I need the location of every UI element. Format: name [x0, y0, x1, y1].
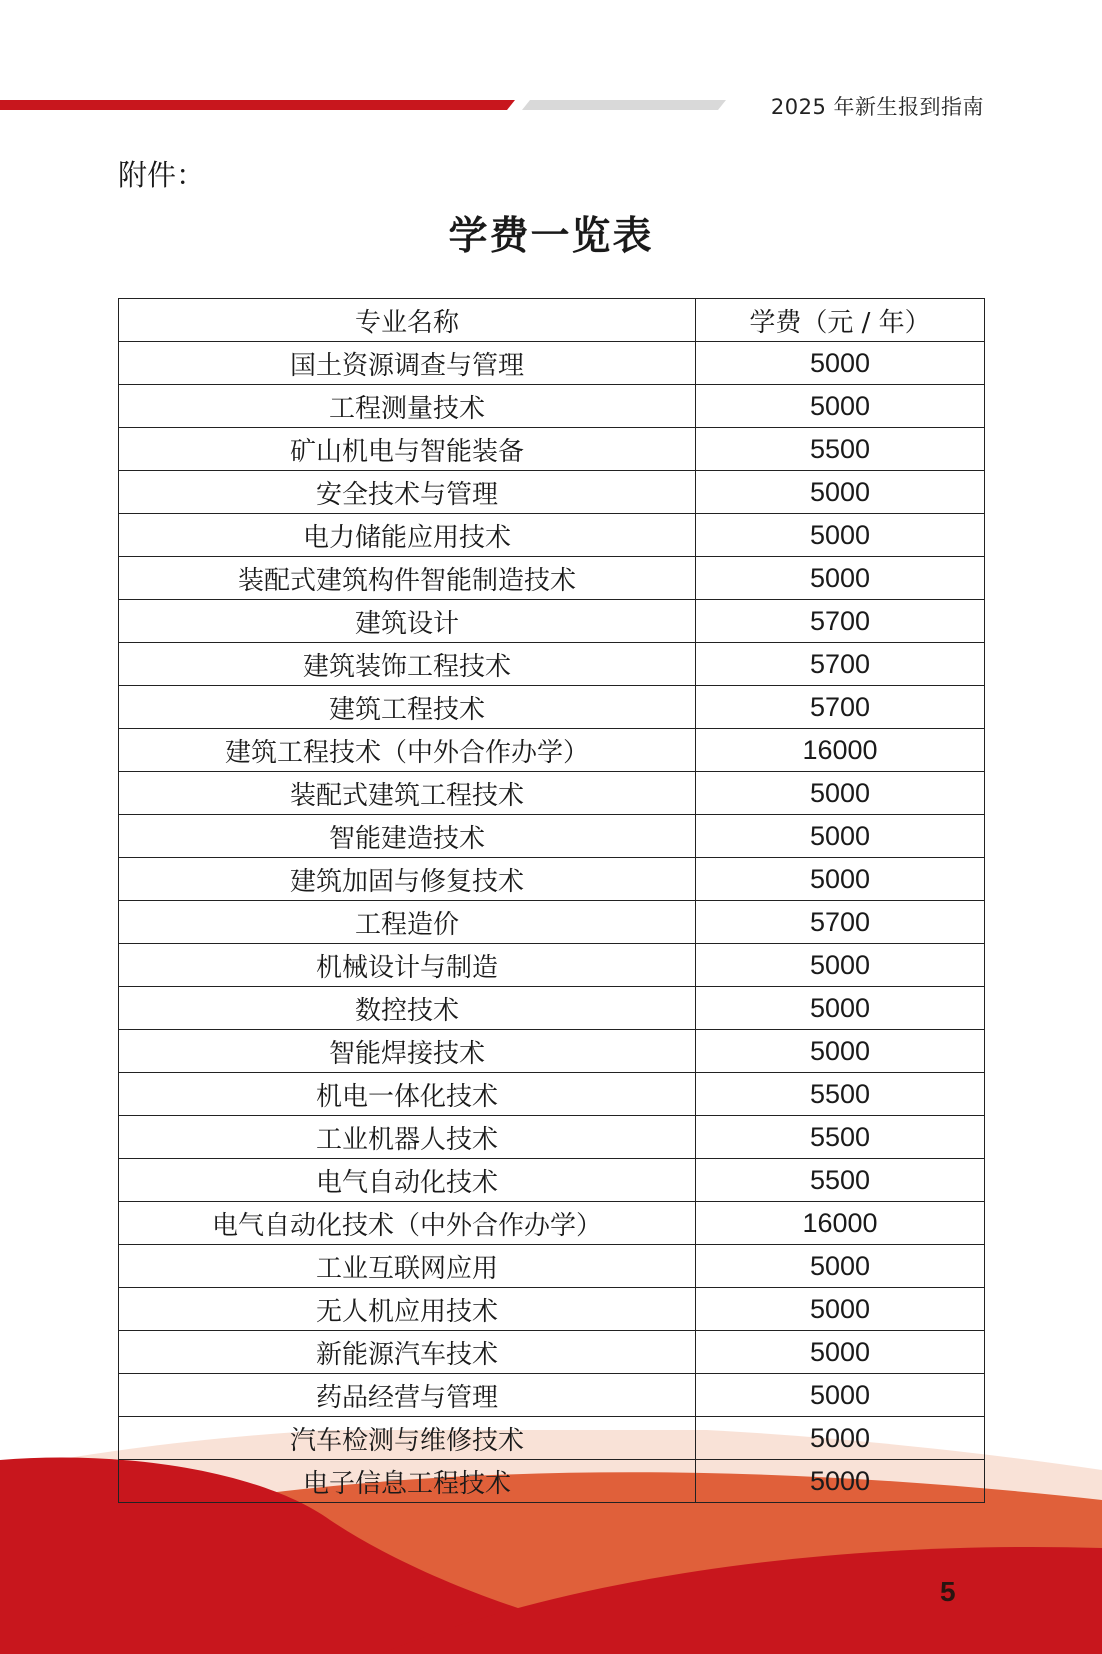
page-title: 学费一览表 — [448, 214, 654, 259]
tuition-fee-cell: 5500 — [696, 1159, 985, 1202]
tuition-fee-cell: 5700 — [696, 901, 985, 944]
tuition-fee-cell: 5000 — [696, 1331, 985, 1374]
table-header-row — [119, 299, 985, 342]
major-name-cell: 新能源汽车技术 — [119, 1331, 696, 1374]
tuition-fee-cell: 5000 — [696, 471, 985, 514]
major-name-cell: 智能焊接技术 — [119, 1030, 696, 1073]
tuition-fee-cell: 5700 — [696, 600, 985, 643]
table-row — [119, 1331, 985, 1374]
major-name-cell: 装配式建筑工程技术 — [119, 772, 696, 815]
table-row — [119, 944, 985, 987]
tuition-fee-cell: 5000 — [696, 385, 985, 428]
table-row — [119, 1460, 985, 1503]
major-name-cell: 无人机应用技术 — [119, 1288, 696, 1331]
table-row — [119, 772, 985, 815]
major-name-cell: 机电一体化技术 — [119, 1073, 696, 1116]
major-name-cell: 工程造价 — [119, 901, 696, 944]
table-row — [119, 1073, 985, 1116]
major-name-cell: 智能建造技术 — [119, 815, 696, 858]
major-name-cell: 电气自动化技术 — [119, 1159, 696, 1202]
major-name-cell: 装配式建筑构件智能制造技术 — [119, 557, 696, 600]
tuition-fee-cell: 5500 — [696, 1116, 985, 1159]
table-row — [119, 815, 985, 858]
table-row — [119, 729, 985, 772]
guide-title: 2025 年新生报到指南 — [770, 95, 984, 119]
major-name-cell: 工业互联网应用 — [119, 1245, 696, 1288]
tuition-fee-cell: 16000 — [696, 1202, 985, 1245]
table-row — [119, 901, 985, 944]
column-header-major: 专业名称 — [119, 299, 696, 342]
major-name-cell: 国土资源调查与管理 — [119, 342, 696, 385]
tuition-fee-cell: 5000 — [696, 815, 985, 858]
table-row — [119, 557, 985, 600]
table-row — [119, 1159, 985, 1202]
table-row — [119, 1288, 985, 1331]
table-row — [119, 428, 985, 471]
tuition-fee-cell: 5000 — [696, 1288, 985, 1331]
major-name-cell: 机械设计与制造 — [119, 944, 696, 987]
table-row — [119, 471, 985, 514]
table-row — [119, 987, 985, 1030]
tuition-fee-cell: 5000 — [696, 1417, 985, 1460]
tuition-fee-cell: 5000 — [696, 1030, 985, 1073]
major-name-cell: 安全技术与管理 — [119, 471, 696, 514]
table-row — [119, 643, 985, 686]
table-row — [119, 514, 985, 557]
table-row — [119, 600, 985, 643]
major-name-cell: 矿山机电与智能装备 — [119, 428, 696, 471]
tuition-fee-cell: 16000 — [696, 729, 985, 772]
major-name-cell: 建筑装饰工程技术 — [119, 643, 696, 686]
tuition-fee-cell: 5000 — [696, 987, 985, 1030]
tuition-fee-cell: 5000 — [696, 514, 985, 557]
major-name-cell: 建筑设计 — [119, 600, 696, 643]
header-red-bar — [0, 100, 515, 110]
major-name-cell: 建筑加固与修复技术 — [119, 858, 696, 901]
tuition-fee-cell: 5000 — [696, 342, 985, 385]
major-name-cell: 电力储能应用技术 — [119, 514, 696, 557]
table-row — [119, 858, 985, 901]
table-row — [119, 1417, 985, 1460]
major-name-cell: 数控技术 — [119, 987, 696, 1030]
tuition-fee-cell: 5500 — [696, 1073, 985, 1116]
major-name-cell: 电气自动化技术（中外合作办学） — [119, 1202, 696, 1245]
tuition-fee-cell: 5700 — [696, 643, 985, 686]
tuition-fee-cell: 5000 — [696, 772, 985, 815]
tuition-fee-cell: 5000 — [696, 1245, 985, 1288]
major-name-cell: 建筑工程技术（中外合作办学） — [119, 729, 696, 772]
table-body — [119, 342, 985, 1503]
tuition-fee-cell: 5000 — [696, 1460, 985, 1503]
major-name-cell: 工业机器人技术 — [119, 1116, 696, 1159]
table-row — [119, 1202, 985, 1245]
table-row — [119, 1245, 985, 1288]
table-row — [119, 1030, 985, 1073]
tuition-fee-cell: 5000 — [696, 944, 985, 987]
header-gray-bar — [522, 100, 726, 110]
major-name-cell: 药品经营与管理 — [119, 1374, 696, 1417]
table-row — [119, 1116, 985, 1159]
tuition-fee-cell: 5700 — [696, 686, 985, 729]
tuition-table — [118, 298, 985, 1503]
table-row — [119, 686, 985, 729]
tuition-fee-cell: 5500 — [696, 428, 985, 471]
page-number: 5 — [940, 1576, 956, 1607]
major-name-cell: 汽车检测与维修技术 — [119, 1417, 696, 1460]
table-row — [119, 342, 985, 385]
attachment-label: 附件： — [118, 158, 206, 192]
table-row — [119, 385, 985, 428]
major-name-cell: 建筑工程技术 — [119, 686, 696, 729]
major-name-cell: 电子信息工程技术 — [119, 1460, 696, 1503]
major-name-cell: 工程测量技术 — [119, 385, 696, 428]
column-header-fee: 学费（元 / 年） — [696, 299, 985, 342]
tuition-fee-cell: 5000 — [696, 858, 985, 901]
table-row — [119, 1374, 985, 1417]
tuition-fee-cell: 5000 — [696, 557, 985, 600]
tuition-fee-cell: 5000 — [696, 1374, 985, 1417]
